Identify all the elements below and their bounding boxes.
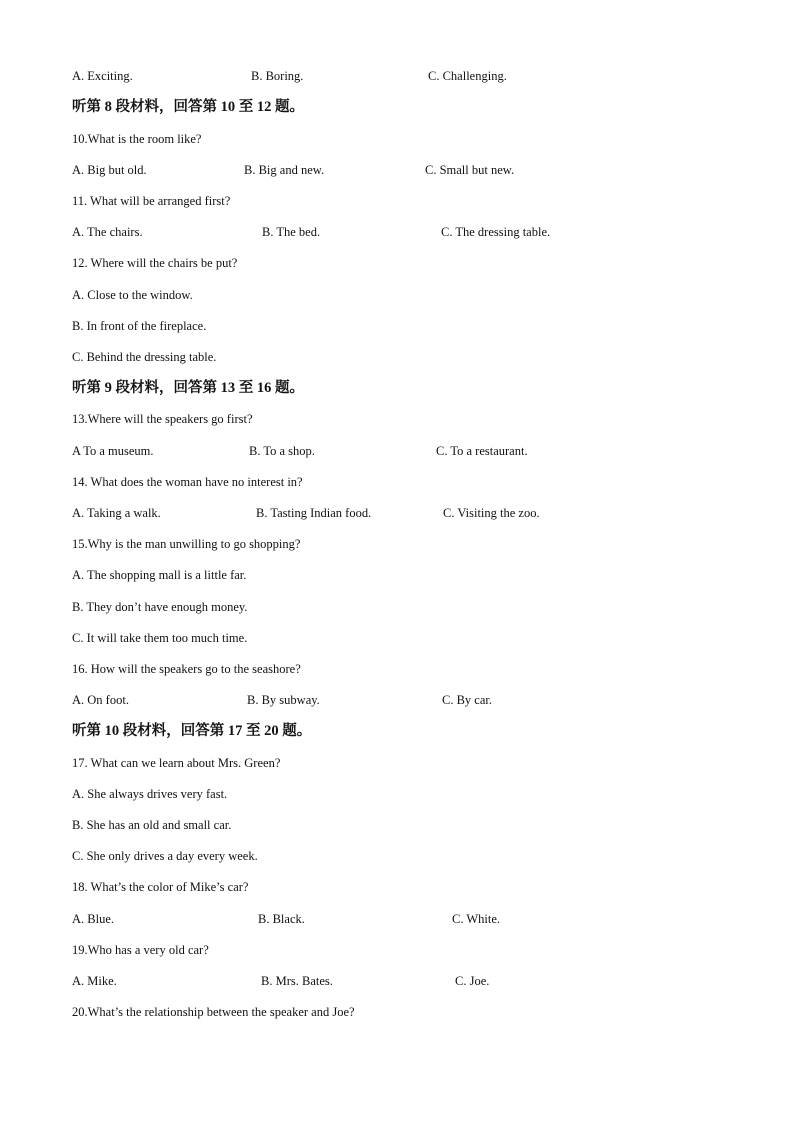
q17-option-c: C. She only drives a day every week. [72, 849, 258, 863]
q14-option-c: C. Visiting the zoo. [443, 506, 540, 520]
q15-option-c: C. It will take them too much time. [72, 631, 248, 645]
q11-option-b: B. The bed. [262, 225, 321, 239]
q13-option-b: B. To a shop. [249, 444, 315, 458]
q16-option-c: C. By car. [442, 693, 492, 707]
q15-option-a: A. The shopping mall is a little far. [72, 568, 247, 582]
question-14: 14. What does the woman have no interest in? [72, 475, 303, 489]
q17-option-a: A. She always drives very fast. [72, 787, 228, 801]
question-15: 15.Why is the man unwilling to go shopping? [72, 537, 301, 551]
q10-option-c: C. Small but new. [425, 163, 515, 177]
question-19: 19.Who has a very old car? [72, 943, 209, 957]
q18-option-c: C. White. [452, 912, 501, 926]
q13-option-c: C. To a restaurant. [436, 444, 528, 458]
question-11: 11. What will be arranged first? [72, 194, 231, 208]
q14-option-b: B. Tasting Indian food. [256, 506, 372, 520]
prev-option-b: B. Boring. [251, 69, 304, 83]
prev-option-a: A. Exciting. [72, 69, 133, 83]
q10-option-a: A. Big but old. [72, 163, 147, 177]
q12-option-b: B. In front of the fireplace. [72, 319, 207, 333]
q11-option-a: A. The chairs. [72, 225, 143, 239]
question-13: 13.Where will the speakers go first? [72, 412, 253, 426]
q15-option-b: B. They don’t have enough money. [72, 600, 248, 614]
q18-option-a: A. Blue. [72, 912, 115, 926]
question-20: 20.What’s the relationship between the speaker and Joe? [72, 1005, 355, 1019]
q10-option-b: B. Big and new. [244, 163, 325, 177]
section-10-heading: 听第 10 段材料，回答第 17 至 20 题。 [72, 723, 312, 739]
q12-option-c: C. Behind the dressing table. [72, 350, 217, 364]
question-12: 12. Where will the chairs be put? [72, 256, 238, 270]
q19-option-b: B. Mrs. Bates. [261, 974, 333, 988]
q14-option-a: A. Taking a walk. [72, 506, 161, 520]
section-8-heading: 听第 8 段材料，回答第 10 至 12 题。 [72, 99, 304, 115]
q16-option-b: B. By subway. [247, 693, 320, 707]
q19-option-a: A. Mike. [72, 974, 117, 988]
q11-option-c: C. The dressing table. [441, 225, 551, 239]
q13-option-a: A To a museum. [72, 444, 154, 458]
question-10: 10.What is the room like? [72, 132, 202, 146]
question-18: 18. What’s the color of Mike’s car? [72, 880, 249, 894]
q19-option-c: C. Joe. [455, 974, 490, 988]
q18-option-b: B. Black. [258, 912, 305, 926]
q17-option-b: B. She has an old and small car. [72, 818, 232, 832]
q12-option-a: A. Close to the window. [72, 288, 193, 302]
q16-option-a: A. On foot. [72, 693, 129, 707]
question-16: 16. How will the speakers go to the seashore? [72, 662, 301, 676]
prev-option-c: C. Challenging. [428, 69, 507, 83]
question-17: 17. What can we learn about Mrs. Green? [72, 756, 281, 770]
section-9-heading: 听第 9 段材料，回答第 13 至 16 题。 [72, 380, 304, 396]
